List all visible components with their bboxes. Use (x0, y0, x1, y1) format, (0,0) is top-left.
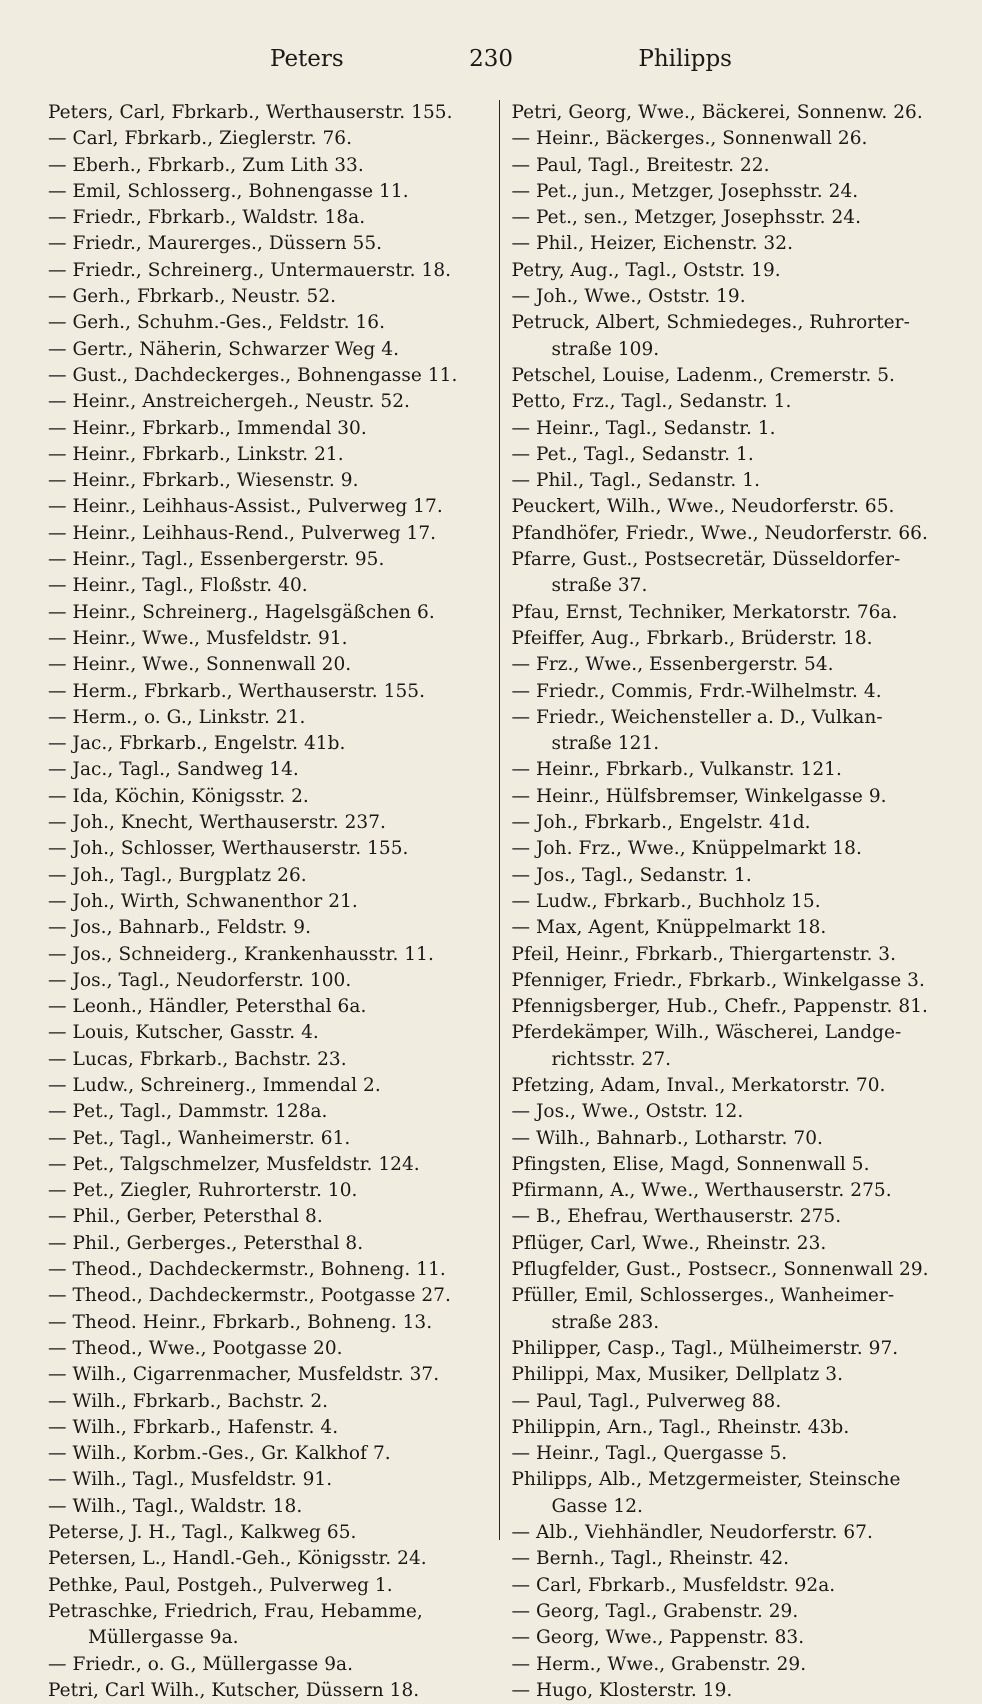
directory-entry-continuation: Gasse 12. (551, 1495, 643, 1517)
directory-entry: — Heinr., Tagl., Quergasse 5. (511, 1443, 788, 1465)
directory-entry: — Wilh., Fbrkarb., Hafenstr. 4. (48, 1416, 339, 1438)
directory-entry-continuation: straße 37. (551, 575, 648, 597)
directory-entry: — Pet., Talgschmelzer, Musfeldstr. 124. (48, 1153, 420, 1175)
directory-entry: — Herm., Wwe., Grabenstr. 29. (511, 1653, 807, 1675)
directory-entry: — Ida, Köchin, Königsstr. 2. (48, 785, 309, 807)
directory-entry: — Joh., Fbrkarb., Engelstr. 41d. (511, 812, 811, 834)
directory-entry: — Pet., Tagl., Dammstr. 128a. (48, 1101, 328, 1123)
directory-entry: — Emil, Schlosserg., Bohnengasse 11. (48, 180, 409, 202)
directory-entry: — Phil., Tagl., Sedanstr. 1. (511, 470, 760, 492)
directory-entry: — Joh., Knecht, Werthauserstr. 237. (48, 812, 386, 834)
directory-entry: — Heinr., Schreinerg., Hagelsgäßchen 6. (48, 601, 435, 623)
directory-entry: — Wilh., Tagl., Musfeldstr. 91. (48, 1469, 333, 1491)
directory-entry: — Max, Agent, Knüppelmarkt 18. (511, 917, 827, 939)
directory-entry: — Joh., Schlosser, Werthauserstr. 155. (48, 838, 409, 860)
directory-entry: — Joh., Tagl., Burgplatz 26. (48, 864, 307, 886)
directory-entry: Pfau, Ernst, Techniker, Merkatorstr. 76a. (511, 601, 898, 623)
directory-entry: — Heinr., Tagl., Floßstr. 40. (48, 575, 308, 597)
directory-entry: — Gust., Dachdeckerges., Bohnengasse 11. (48, 364, 458, 386)
directory-entry-continuation: straße 109. (551, 338, 660, 360)
directory-entry: — Wilh., Korbm.-Ges., Gr. Kalkhof 7. (48, 1443, 391, 1465)
directory-entry: Pfeil, Heinr., Fbrkarb., Thiergartenstr. 3. (511, 943, 897, 965)
directory-entry: Pfennigsberger, Hub., Chefr., Pappenstr. 81. (511, 996, 928, 1018)
directory-entry: Petruck, Albert, Schmiedeges., Ruhrorter- (511, 312, 910, 334)
directory-entry: Petto, Frz., Tagl., Sedanstr. 1. (511, 391, 792, 413)
directory-entry: — Friedr., o. G., Müllergasse 9a. (48, 1653, 354, 1675)
directory-entry: Pfeiffer, Aug., Fbrkarb., Brüderstr. 18. (511, 627, 873, 649)
directory-entry: — Friedr., Schreinerg., Untermauerstr. 18. (48, 259, 452, 281)
directory-entry: — Joh., Wirth, Schwanenthor 21. (48, 890, 358, 912)
directory-entry: — Joh., Wwe., Oststr. 19. (511, 286, 746, 308)
directory-entry: — Ludw., Fbrkarb., Buchholz 15. (511, 890, 821, 912)
directory-entry: — Heinr., Wwe., Musfeldstr. 91. (48, 627, 348, 649)
directory-entry: — Heinr., Hülfsbremser, Winkelgasse 9. (511, 785, 887, 807)
directory-entry: — Bernh., Tagl., Rheinstr. 42. (511, 1548, 790, 1570)
directory-entry: — Lucas, Fbrkarb., Bachstr. 23. (48, 1048, 347, 1070)
directory-entry: Pfarre, Gust., Postsecretär, Düsseldorfer- (511, 549, 901, 571)
directory-entry: Pfingsten, Elise, Magd, Sonnenwall 5. (511, 1153, 870, 1175)
directory-entry: Pfüller, Emil, Schlosserges., Wanheimer- (511, 1285, 895, 1307)
directory-entry: Pethke, Paul, Postgeh., Pulverweg 1. (48, 1574, 393, 1596)
directory-entry: — Heinr., Fbrkarb., Linkstr. 21. (48, 443, 344, 465)
directory-entry: Philippin, Arn., Tagl., Rheinstr. 43b. (511, 1416, 850, 1438)
directory-entry-continuation: Müllergasse 9a. (88, 1627, 239, 1649)
directory-entry: — Heinr., Fbrkarb., Vulkanstr. 121. (511, 759, 842, 781)
directory-entry: — Pet., sen., Metzger, Josephsstr. 24. (511, 207, 862, 229)
directory-entry: — Jac., Fbrkarb., Engelstr. 41b. (48, 733, 346, 755)
directory-entry: — Carl, Fbrkarb., Zieglerstr. 76. (48, 128, 353, 150)
directory-entry: — Heinr., Wwe., Sonnenwall 20. (48, 654, 352, 676)
directory-entry: Peters, Carl, Fbrkarb., Werthauserstr. 155. (48, 102, 453, 123)
directory-entry: — Alb., Viehhändler, Neudorferstr. 67. (511, 1522, 873, 1544)
directory-entry: — Jos., Bahnarb., Feldstr. 9. (48, 917, 312, 939)
directory-entry: — Frz., Wwe., Essenbergerstr. 54. (511, 654, 834, 676)
directory-entry: Petri, Carl Wilh., Kutscher, Düssern 18. (48, 1679, 420, 1701)
directory-entry: — Heinr., Bäckerges., Sonnenwall 26. (511, 128, 868, 150)
directory-entry: Pfetzing, Adam, Inval., Merkatorstr. 70. (511, 1074, 886, 1096)
directory-entry: — Heinr., Leihhaus-Rend., Pulverweg 17. (48, 522, 437, 544)
directory-entry: — Friedr., Weichensteller a. D., Vulkan- (511, 706, 883, 728)
directory-entry: — Jos., Schneiderg., Krankenhausstr. 11. (48, 943, 434, 965)
directory-entry-continuation: richtsstr. 27. (551, 1048, 672, 1070)
directory-entry: — B., Ehefrau, Werthauserstr. 275. (511, 1206, 842, 1228)
directory-entry: Petry, Aug., Tagl., Oststr. 19. (511, 259, 781, 281)
directory-entry: — Phil., Gerber, Petersthal 8. (48, 1206, 323, 1228)
directory-entry: — Paul, Tagl., Pulverweg 88. (511, 1390, 782, 1412)
column-rule (499, 100, 500, 1540)
directory-entry: — Pet., Ziegler, Ruhrorterstr. 10. (48, 1180, 358, 1202)
directory-entry: — Wilh., Tagl., Waldstr. 18. (48, 1495, 303, 1517)
directory-entry: Pflüger, Carl, Wwe., Rheinstr. 23. (511, 1232, 827, 1254)
left-column (48, 100, 491, 1704)
directory-entry: — Friedr., Commis, Frdr.-Wilhelmstr. 4. (511, 680, 882, 702)
directory-entry: — Herm., Fbrkarb., Werthauserstr. 155. (48, 680, 426, 702)
header-right-catchword: Philipps (638, 46, 732, 72)
directory-entry: — Louis, Kutscher, Gasstr. 4. (48, 1022, 319, 1044)
running-head (48, 46, 944, 88)
directory-entry: — Leonh., Händler, Petersthal 6a. (48, 996, 367, 1018)
directory-entry: Pfandhöfer, Friedr., Wwe., Neudorferstr. 66. (511, 522, 928, 544)
directory-entry: Peuckert, Wilh., Wwe., Neudorferstr. 65. (511, 496, 895, 518)
directory-entry: — Wilh., Fbrkarb., Bachstr. 2. (48, 1390, 329, 1412)
directory-entry: — Wilh., Bahnarb., Lotharstr. 70. (511, 1127, 823, 1149)
directory-entry: — Eberh., Fbrkarb., Zum Lith 33. (48, 154, 364, 176)
directory-entry: — Heinr., Anstreichergeh., Neustr. 52. (48, 391, 410, 413)
directory-entry: Petschel, Louise, Ladenm., Cremerstr. 5. (511, 364, 895, 386)
directory-entry: — Gerh., Schuhm.-Ges., Feldstr. 16. (48, 312, 386, 334)
directory-entry: — Hugo, Klosterstr. 19. (511, 1679, 733, 1701)
directory-entry: — Paul, Tagl., Breitestr. 22. (511, 154, 770, 176)
directory-entry: — Heinr., Tagl., Sedanstr. 1. (511, 417, 776, 439)
page-number: 230 (469, 46, 513, 72)
directory-entry: Pflugfelder, Gust., Postsecr., Sonnenwall 29. (511, 1259, 929, 1281)
directory-entry: — Jos., Tagl., Sedanstr. 1. (511, 864, 752, 886)
directory-entry: — Gerh., Fbrkarb., Neustr. 52. (48, 286, 337, 308)
directory-entry: — Friedr., Maurerges., Düssern 55. (48, 233, 383, 255)
directory-entry: — Gertr., Näherin, Schwarzer Weg 4. (48, 338, 400, 360)
directory-entry: — Pet., jun., Metzger, Josephsstr. 24. (511, 180, 859, 202)
directory-entry-continuation: straße 283. (551, 1311, 660, 1333)
directory-entry: — Phil., Gerberges., Petersthal 8. (48, 1232, 364, 1254)
columns (48, 100, 944, 1704)
directory-entry: Pfenniger, Friedr., Fbrkarb., Winkelgasse 3. (511, 969, 925, 991)
directory-entry: — Georg, Tagl., Grabenstr. 29. (511, 1600, 799, 1622)
directory-entry: Petraschke, Friedrich, Frau, Hebamme, (48, 1600, 423, 1622)
right-column (511, 100, 944, 1704)
directory-entry: — Pet., Tagl., Sedanstr. 1. (511, 443, 754, 465)
directory-entry: — Heinr., Fbrkarb., Immendal 30. (48, 417, 367, 439)
directory-entry: — Joh. Frz., Wwe., Knüppelmarkt 18. (511, 838, 862, 860)
directory-entry: — Carl, Fbrkarb., Musfeldstr. 92a. (511, 1574, 836, 1596)
directory-entry: — Jos., Wwe., Oststr. 12. (511, 1101, 744, 1123)
directory-entry: Philipps, Alb., Metzgermeister, Steinsche (511, 1469, 901, 1491)
directory-entry: Petri, Georg, Wwe., Bäckerei, Sonnenw. 26. (511, 102, 923, 123)
directory-entry: Petersen, L., Handl.-Geh., Königsstr. 24. (48, 1548, 427, 1570)
directory-entry: — Pet., Tagl., Wanheimerstr. 61. (48, 1127, 351, 1149)
directory-entry: — Heinr., Tagl., Essenbergerstr. 95. (48, 549, 385, 571)
directory-entry: — Heinr., Leihhaus-Assist., Pulverweg 17. (48, 496, 443, 518)
directory-entry: Peterse, J. H., Tagl., Kalkweg 65. (48, 1522, 357, 1544)
directory-entry: — Ludw., Schreinerg., Immendal 2. (48, 1074, 381, 1096)
directory-entry: — Herm., o. G., Linkstr. 21. (48, 706, 306, 728)
directory-entry: Pferdekämper, Wilh., Wäscherei, Landge- (511, 1022, 902, 1044)
directory-entry: Philipper, Casp., Tagl., Mülheimerstr. 97. (511, 1337, 899, 1359)
directory-entry: Pfirmann, A., Wwe., Werthauserstr. 275. (511, 1180, 892, 1202)
directory-entry: Philippi, Max, Musiker, Dellplatz 3. (511, 1364, 844, 1386)
header-left-catchword: Peters (270, 46, 344, 72)
directory-entry: — Friedr., Fbrkarb., Waldstr. 18a. (48, 207, 366, 229)
directory-entry: — Theod., Dachdeckermstr., Bohneng. 11. (48, 1259, 446, 1281)
directory-entry: — Theod., Dachdeckermstr., Pootgasse 27. (48, 1285, 451, 1307)
directory-entry: — Jac., Tagl., Sandweg 14. (48, 759, 299, 781)
directory-entry: — Georg, Wwe., Pappenstr. 83. (511, 1627, 805, 1649)
directory-entry: — Theod. Heinr., Fbrkarb., Bohneng. 13. (48, 1311, 433, 1333)
directory-entry: — Theod., Wwe., Pootgasse 20. (48, 1337, 343, 1359)
directory-entry: — Heinr., Fbrkarb., Wiesenstr. 9. (48, 470, 359, 492)
directory-entry: — Wilh., Cigarrenmacher, Musfeldstr. 37. (48, 1364, 440, 1386)
directory-entry: — Jos., Tagl., Neudorferstr. 100. (48, 969, 352, 991)
directory-entry-continuation: straße 121. (551, 733, 660, 755)
directory-entry: — Phil., Heizer, Eichenstr. 32. (511, 233, 794, 255)
